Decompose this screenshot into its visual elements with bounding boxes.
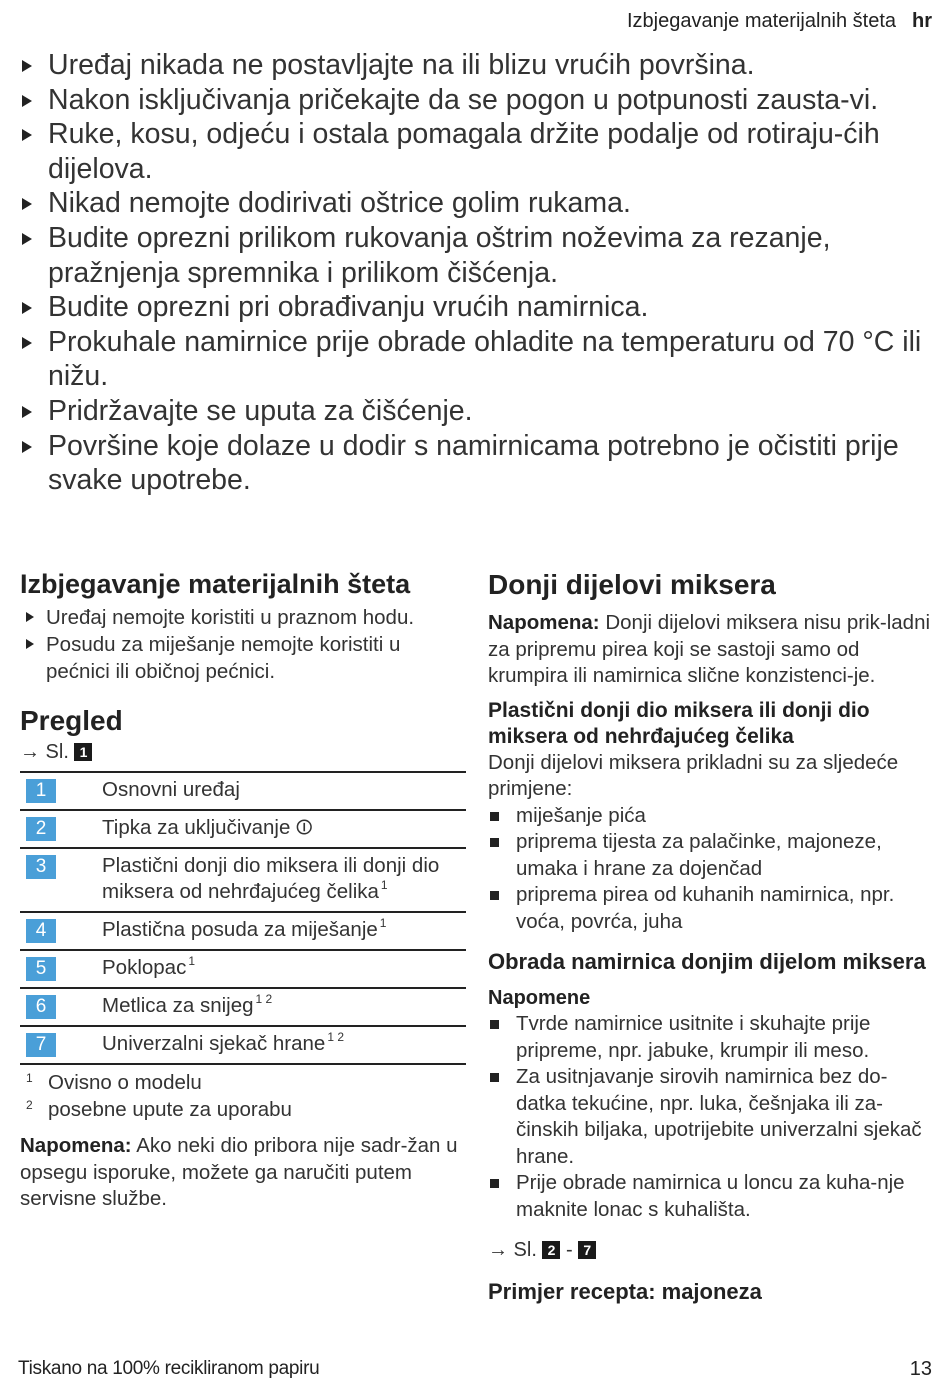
running-header [627,10,932,33]
figure-number: 1 [74,743,92,761]
square-bullet-icon [490,1179,499,1188]
part-number-badge: 1 [26,779,56,803]
damage-list [20,604,466,685]
part-number-badge: 2 [26,817,56,841]
damage-item: Posudu za miješanje nemojte koristiti u pećnici ili običnoj pećnici. [20,631,466,685]
list-item: miješanje pića [488,803,934,830]
figure-reference: → Sl. 1 [20,739,466,765]
triangle-bullet-icon [22,337,32,349]
safety-item: Površine koje dolaze u dodir s namirnicama potrebno je očistiti prije svake upotrebe. [22,429,922,498]
part-label: Plastični donji dio miksera ili donji dio miksera od nehrđajućeg čelika [102,854,440,903]
figure-reference: → Sl. 2 - 7 [488,1237,934,1263]
list-item: priprema tijesta za palačinke, majoneze, umaka i hrane za dojenčad [488,829,934,882]
part-number-badge: 3 [26,855,56,879]
part-label: Tipka za uključivanje ⏼ [102,816,313,839]
footnote: 2 posebne upute za uporabu [26,1098,292,1121]
part-label: Osnovni uređaj [102,778,240,801]
part-label: Plastična posuda za miješanje [102,918,378,941]
lower-parts-note: Napomena: Donji dijelovi miksera nisu prik-ladni za pripremu pirea koji se sastoji samo od krumpira ili namirnica slične konzistenci-je. [488,611,931,687]
lower-parts-subheading: Plastični donji dio miksera ili donji dio miksera od nehrđajućeg čelika [488,698,870,748]
triangle-bullet-icon [22,95,32,107]
triangle-bullet-icon [26,612,34,622]
part-number-badge: 4 [26,919,56,943]
square-bullet-icon [490,1073,499,1082]
safety-item: Prokuhale namirnice prije obrade ohladite na temperaturu od 70 °C ili nižu. [22,325,922,394]
square-bullet-icon [490,812,499,821]
list-item: Za usitnjavanje sirovih namirnica bez do-datka tekućine, npr. luka, češnjaka ili za-činskih biljaka, upotrijebite univerzalni sjekač hrane. [488,1064,934,1170]
square-bullet-icon [490,1020,499,1029]
footer-note: Tiskano na 100% recikliranom papiru [18,1358,320,1379]
safety-item: Budite oprezni pri obrađivanju vrućih namirnica. [22,290,922,325]
square-bullet-icon [490,838,499,847]
table-row: 3 Plastični donji dio miksera ili donji dio miksera od nehrđajućeg čelika $^1$ [20,848,466,912]
list-item: Prije obrade namirnica u loncu za kuha-nje maknite lonac s kuhališta. [488,1170,934,1223]
part-number-badge: 6 [26,995,56,1019]
right-column [488,566,934,1305]
table-row [20,810,466,848]
notes-list [488,1011,934,1223]
footnote: 1 Ovisno o modelu [26,1071,202,1094]
accessory-note: Napomena: Ako neki dio pribora nije sadr-žan u opsegu isporuke, možete ga naručiti putem servisne službe. [20,1134,458,1210]
header-language: hr [912,10,932,32]
processing-heading: Obrada namirnica donjim dijelom miksera [488,949,926,974]
safety-item: Nakon isključivanja pričekajte da se pogon u potpunosti zausta-vi. [22,83,922,118]
left-column [20,566,466,1213]
triangle-bullet-icon [26,639,34,649]
part-number-badge: 5 [26,957,56,981]
safety-item: Uređaj nikada ne postavljajte na ili blizu vrućih površina. [22,48,922,83]
safety-item: Budite oprezni prilikom rukovanja oštrim noževima za rezanje, pražnjenja spremnika i prilikom čišćenja. [22,221,922,290]
part-number-badge: 7 [26,1033,56,1057]
part-label: Poklopac [102,956,187,979]
notes-label: Napomene [488,987,591,1009]
list-item: Tvrde namirnice usitnite i skuhajte prije pripreme, npr. jabuke, krumpir ili meso. [488,1011,934,1064]
table-row: 7 Univerzalni sjekač hrane $^{1 2}$ [20,1026,466,1064]
safety-item: Nikad nemojte dodirivati oštrice golim rukama. [22,186,922,221]
triangle-bullet-icon [22,233,32,245]
triangle-bullet-icon [22,129,32,141]
page-number: 13 [909,1358,932,1380]
recipe-heading: Primjer recepta: majoneza [488,1279,762,1304]
triangle-bullet-icon [22,60,32,72]
list-item: priprema pirea od kuhanih namirnica, npr. voća, povrća, juha [488,882,934,935]
safety-list [22,48,922,498]
triangle-bullet-icon [22,406,32,418]
triangle-bullet-icon [22,198,32,210]
overview-table [20,771,466,1065]
part-label: Metlica za snijeg [102,994,254,1017]
table-row: 5 Poklopac $^1$ [20,950,466,988]
safety-item: Pridržavajte se uputa za čišćenje. [22,394,922,429]
uses-list [488,803,934,936]
square-bullet-icon [490,891,499,900]
overview-heading: Pregled [20,705,123,736]
triangle-bullet-icon [22,302,32,314]
safety-item: Ruke, kosu, odjeću i ostala pomagala držite podalje od rotiraju-ćih dijelova. [22,117,922,186]
table-row: 6 Metlica za snijeg $^{1 2}$ [20,988,466,1026]
table-row [20,772,466,810]
figure-number: 2 [542,1241,560,1259]
damage-item: Uređaj nemojte koristiti u praznom hodu. [20,604,466,631]
part-label: Univerzalni sjekač hrane [102,1032,326,1055]
lower-parts-heading: Donji dijelovi miksera [488,569,776,600]
triangle-bullet-icon [22,441,32,453]
lower-parts-intro: Donji dijelovi miksera prikladni su za sljedeće primjene: [488,750,899,800]
header-section-title: Izbjegavanje materijalnih šteta [626,10,896,32]
table-row: 4 Plastična posuda za miješanje $^1$ [20,912,466,950]
footnotes [20,1069,466,1123]
damage-heading: Izbjegavanje materijalnih šteta [20,569,411,599]
figure-number: 7 [578,1241,596,1259]
